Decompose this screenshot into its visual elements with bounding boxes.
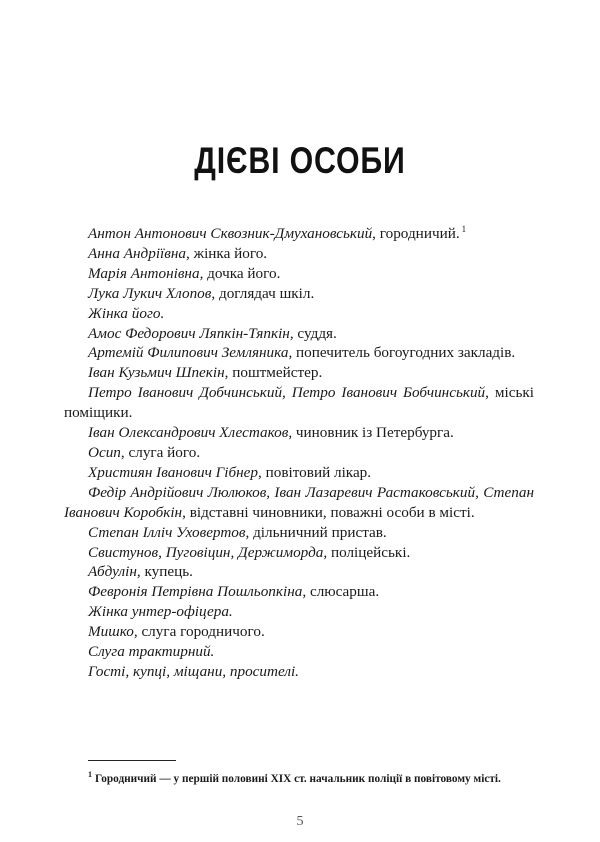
cast-entry bbox=[64, 343, 534, 363]
page-title: ДІЄВІ ОСОБИ bbox=[194, 140, 406, 181]
character-description: , жінка його. bbox=[186, 244, 268, 262]
page-number: 5 bbox=[296, 814, 304, 829]
character-name: Християн Іванович Гібнер bbox=[88, 463, 259, 481]
character-name: Степан Ілліч Уховертов bbox=[88, 523, 246, 541]
cast-entry bbox=[64, 662, 534, 682]
character-description: , суддя. bbox=[289, 324, 337, 342]
character-description: , відставні чиновники, поважні особи в місті. bbox=[182, 503, 475, 521]
cast-entry bbox=[64, 622, 534, 642]
character-name: Слуга трактирний. bbox=[88, 643, 215, 661]
character-description: , слуга городничого. bbox=[133, 623, 265, 641]
cast-entry bbox=[64, 324, 534, 344]
cast-entry bbox=[64, 304, 534, 324]
character-description: , поштмейстер. bbox=[224, 364, 323, 382]
character-name: Жінка його. bbox=[88, 304, 165, 322]
cast-entry bbox=[64, 244, 534, 264]
footnote-number: 1 bbox=[88, 770, 92, 780]
character-name: Амос Федорович Ляпкін-Тяпкін bbox=[88, 324, 290, 342]
character-name: Осип bbox=[88, 443, 121, 461]
character-name: Антон Антонович Сквозник-Дмухановський bbox=[88, 225, 373, 242]
character-name: Марія Антонівна bbox=[88, 264, 200, 282]
character-description: , попечитель богоугодних закладів. bbox=[288, 344, 516, 362]
character-name: Гості, купці, міщани, просителі. bbox=[88, 662, 299, 680]
character-name: Федір Андрійович Люлюков, Іван Лазаревич Растаковський, Степан Іванович Коробкін bbox=[64, 483, 534, 521]
cast-entry bbox=[64, 264, 534, 284]
cast-entry bbox=[64, 602, 534, 622]
character-name: Мишко bbox=[88, 623, 134, 641]
cast-entry bbox=[64, 284, 534, 304]
character-name: Анна Андріївна bbox=[88, 244, 186, 262]
cast-entry bbox=[64, 423, 534, 443]
cast-entry bbox=[64, 383, 534, 423]
character-name: Лука Лукич Хлопов bbox=[88, 284, 212, 302]
character-name: Іван Кузьмич Шпекін bbox=[88, 364, 225, 382]
cast-entry bbox=[64, 523, 534, 543]
cast-entry bbox=[64, 483, 534, 523]
character-name: Артемій Филипович Земляника bbox=[88, 344, 289, 362]
character-name: Петро Іванович Добчинський, Петро Іванович Бобчинський bbox=[88, 384, 486, 402]
cast-entry bbox=[64, 463, 534, 483]
character-description: , міські поміщики. bbox=[64, 384, 534, 422]
footnote-reference[interactable]: 1 bbox=[461, 223, 467, 234]
character-description: , повітовий лікар. bbox=[258, 463, 372, 481]
footnote bbox=[88, 770, 548, 785]
cast-entry bbox=[64, 543, 534, 563]
character-description: , слуга його. bbox=[120, 443, 201, 461]
cast-entry bbox=[64, 443, 534, 463]
cast-list bbox=[64, 224, 534, 682]
character-name: Абдулін bbox=[88, 563, 137, 581]
character-name: Жінка унтер-офіцера. bbox=[88, 603, 233, 621]
character-name: Февронія Петрівна Пошльопкіна bbox=[88, 583, 303, 601]
character-name: Іван Олександрович Хлестаков bbox=[88, 424, 289, 442]
cast-entry bbox=[64, 642, 534, 662]
character-description: , дільничний пристав. bbox=[245, 523, 387, 541]
character-description: , городничий. bbox=[372, 225, 460, 242]
footnote-text: Городничий — у першій половині XIX ст. начальник поліції в повітовому місті. bbox=[95, 773, 501, 785]
character-description: , дочка його. bbox=[199, 264, 281, 282]
character-description: , купець. bbox=[136, 563, 193, 581]
cast-entry bbox=[64, 363, 534, 383]
cast-entry bbox=[64, 224, 534, 244]
character-description: , слюсарша. bbox=[302, 583, 380, 601]
cast-entry bbox=[64, 562, 534, 582]
character-description: , доглядач шкіл. bbox=[211, 284, 315, 302]
character-description: , чиновник із Петербурга. bbox=[288, 424, 454, 442]
character-name: Свистунов, Пуговіцин, Держиморда bbox=[88, 543, 324, 561]
cast-entry bbox=[64, 582, 534, 602]
character-description: , поліцейські. bbox=[323, 543, 411, 561]
footnote-divider bbox=[88, 760, 176, 761]
